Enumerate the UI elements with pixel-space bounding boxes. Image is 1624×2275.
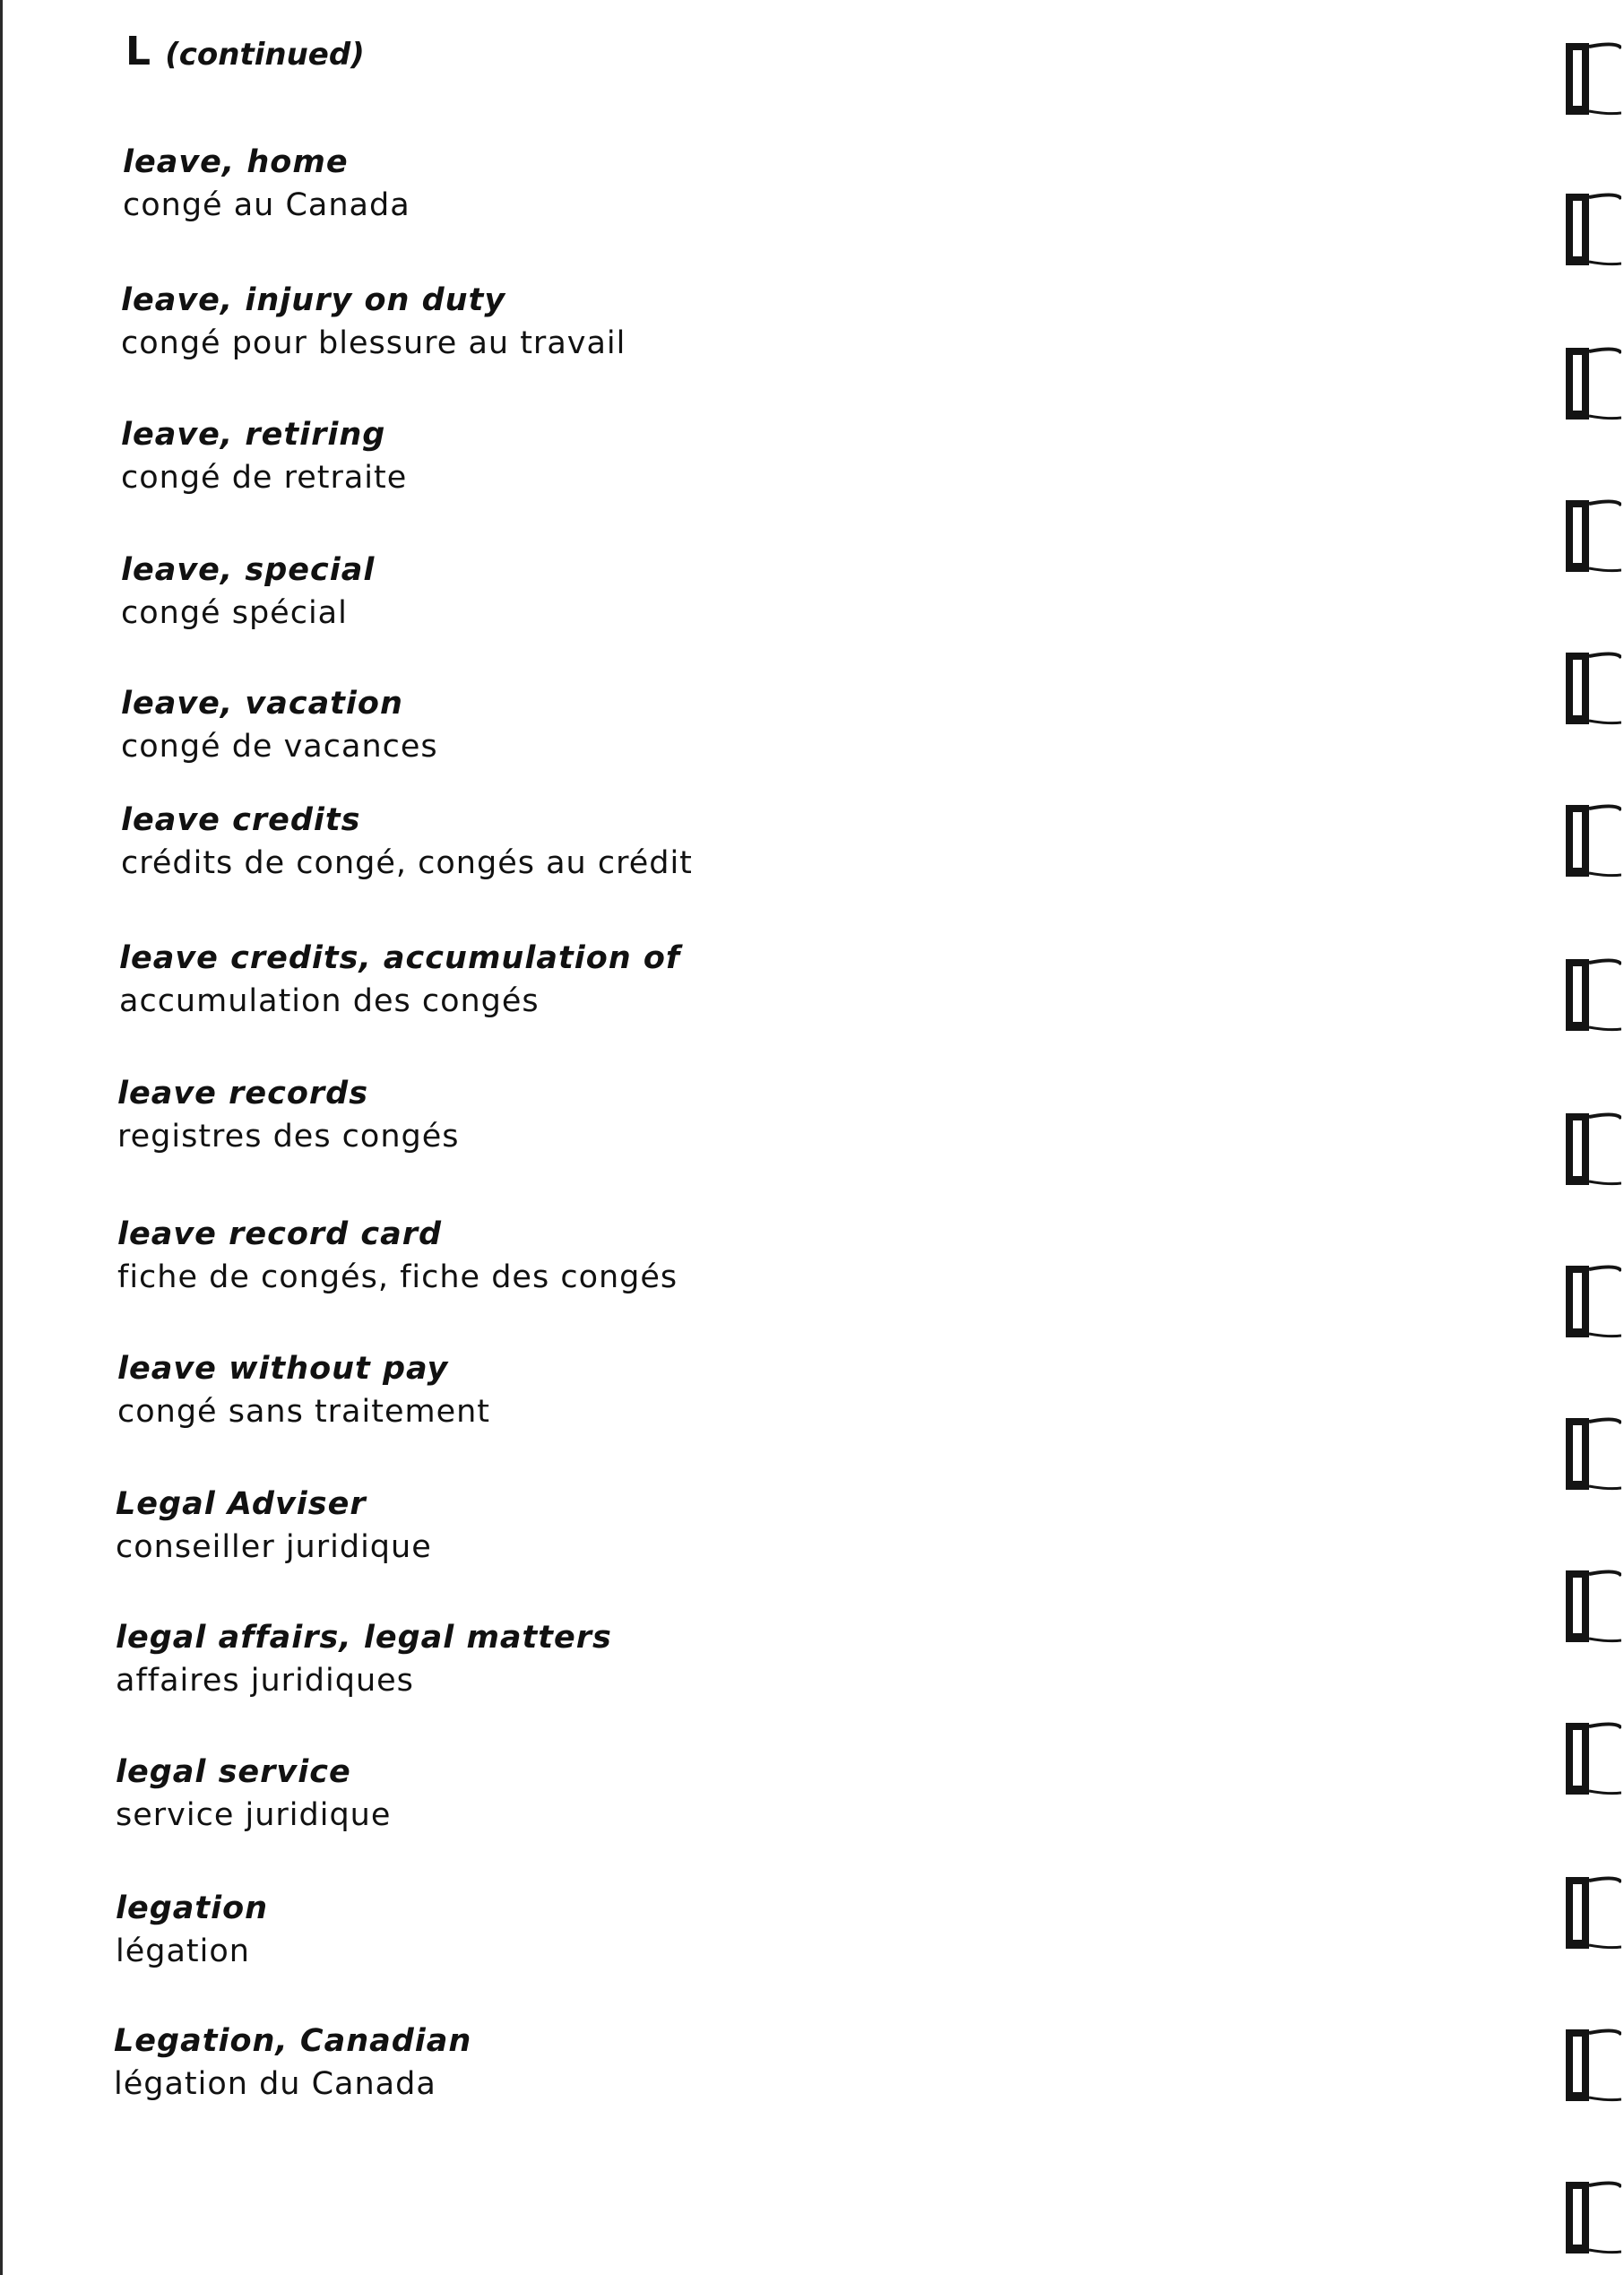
entry-translation: légation — [116, 1933, 250, 1969]
entry-term: leave without pay — [117, 1351, 449, 1387]
page-left-edge — [0, 0, 3, 2275]
entry-translation: accumulation des congés — [119, 983, 540, 1019]
entry-translation: congé spécial — [121, 595, 348, 631]
entry-term: Legation, Canadian — [114, 2023, 472, 2059]
binding-ring-icon — [1555, 645, 1621, 731]
entry-translation: fiche de congés, fiche des congés — [117, 1259, 678, 1295]
binding-ring-icon — [1555, 1716, 1621, 1802]
entry-term: Legal Adviser — [116, 1486, 367, 1522]
glossary-entry — [119, 937, 680, 1023]
binding-ring-icon — [1555, 1106, 1621, 1192]
glossary-entry — [123, 141, 410, 227]
glossary-entry — [121, 549, 375, 635]
entry-translation: congé de vacances — [121, 729, 438, 765]
entry-translation: congé pour blessure au travail — [121, 325, 626, 361]
glossary-entry — [117, 1213, 678, 1299]
entry-term: leave, vacation — [121, 686, 403, 722]
binding-ring-icon — [1555, 1411, 1621, 1497]
spiral-binding — [1555, 0, 1624, 2275]
entry-term: leave credits, accumulation of — [119, 940, 681, 976]
glossary-entry — [121, 799, 693, 885]
binding-ring-icon — [1555, 798, 1621, 884]
glossary-entry — [121, 279, 626, 365]
entry-term: legal affairs, legal matters — [116, 1620, 612, 1656]
glossary-entry — [117, 1072, 460, 1158]
entry-translation: registres des congés — [117, 1119, 460, 1155]
binding-ring-icon — [1555, 36, 1621, 122]
binding-ring-icon — [1555, 493, 1621, 579]
entry-term: leave, retiring — [121, 417, 386, 453]
entry-translation: congé au Canada — [123, 187, 410, 223]
glossary-entry — [116, 1751, 391, 1837]
entry-term: leave credits — [121, 802, 361, 838]
glossary-entry — [116, 1616, 612, 1702]
glossary-entry — [116, 1887, 268, 1973]
entry-term: leave, home — [123, 144, 349, 180]
entry-translation: crédits de congé, congés au crédit — [121, 845, 693, 881]
entry-translation: affaires juridiques — [116, 1663, 414, 1699]
binding-ring-icon — [1555, 186, 1621, 272]
entry-translation: congé de retraite — [121, 460, 408, 496]
entry-term: leave, injury on duty — [121, 282, 506, 318]
binding-ring-icon — [1555, 341, 1621, 427]
entry-term: leave records — [117, 1076, 369, 1112]
glossary-entry — [117, 1347, 490, 1433]
binding-ring-icon — [1555, 1563, 1621, 1649]
glossary-entry — [121, 682, 438, 768]
entry-term: legation — [116, 1890, 269, 1926]
section-heading — [125, 29, 365, 74]
entry-translation: service juridique — [116, 1797, 392, 1833]
binding-ring-icon — [1555, 2022, 1621, 2108]
entry-translation: légation du Canada — [114, 2066, 436, 2102]
section-letter: L — [125, 29, 151, 74]
binding-ring-icon — [1555, 1870, 1621, 1956]
entry-term: leave, special — [121, 552, 376, 588]
glossary-entry — [116, 1483, 432, 1569]
entry-translation: congé sans traitement — [117, 1394, 491, 1430]
binding-ring-icon — [1555, 952, 1621, 1038]
binding-ring-icon — [1555, 2175, 1621, 2261]
entry-translation: conseiller juridique — [116, 1529, 432, 1565]
entry-term: leave record card — [117, 1216, 443, 1252]
section-continued-note: (continued) — [165, 37, 365, 73]
entry-term: legal service — [116, 1754, 351, 1790]
glossary-entry — [121, 413, 407, 499]
glossary-entry — [114, 2020, 471, 2106]
binding-ring-icon — [1555, 1259, 1621, 1345]
